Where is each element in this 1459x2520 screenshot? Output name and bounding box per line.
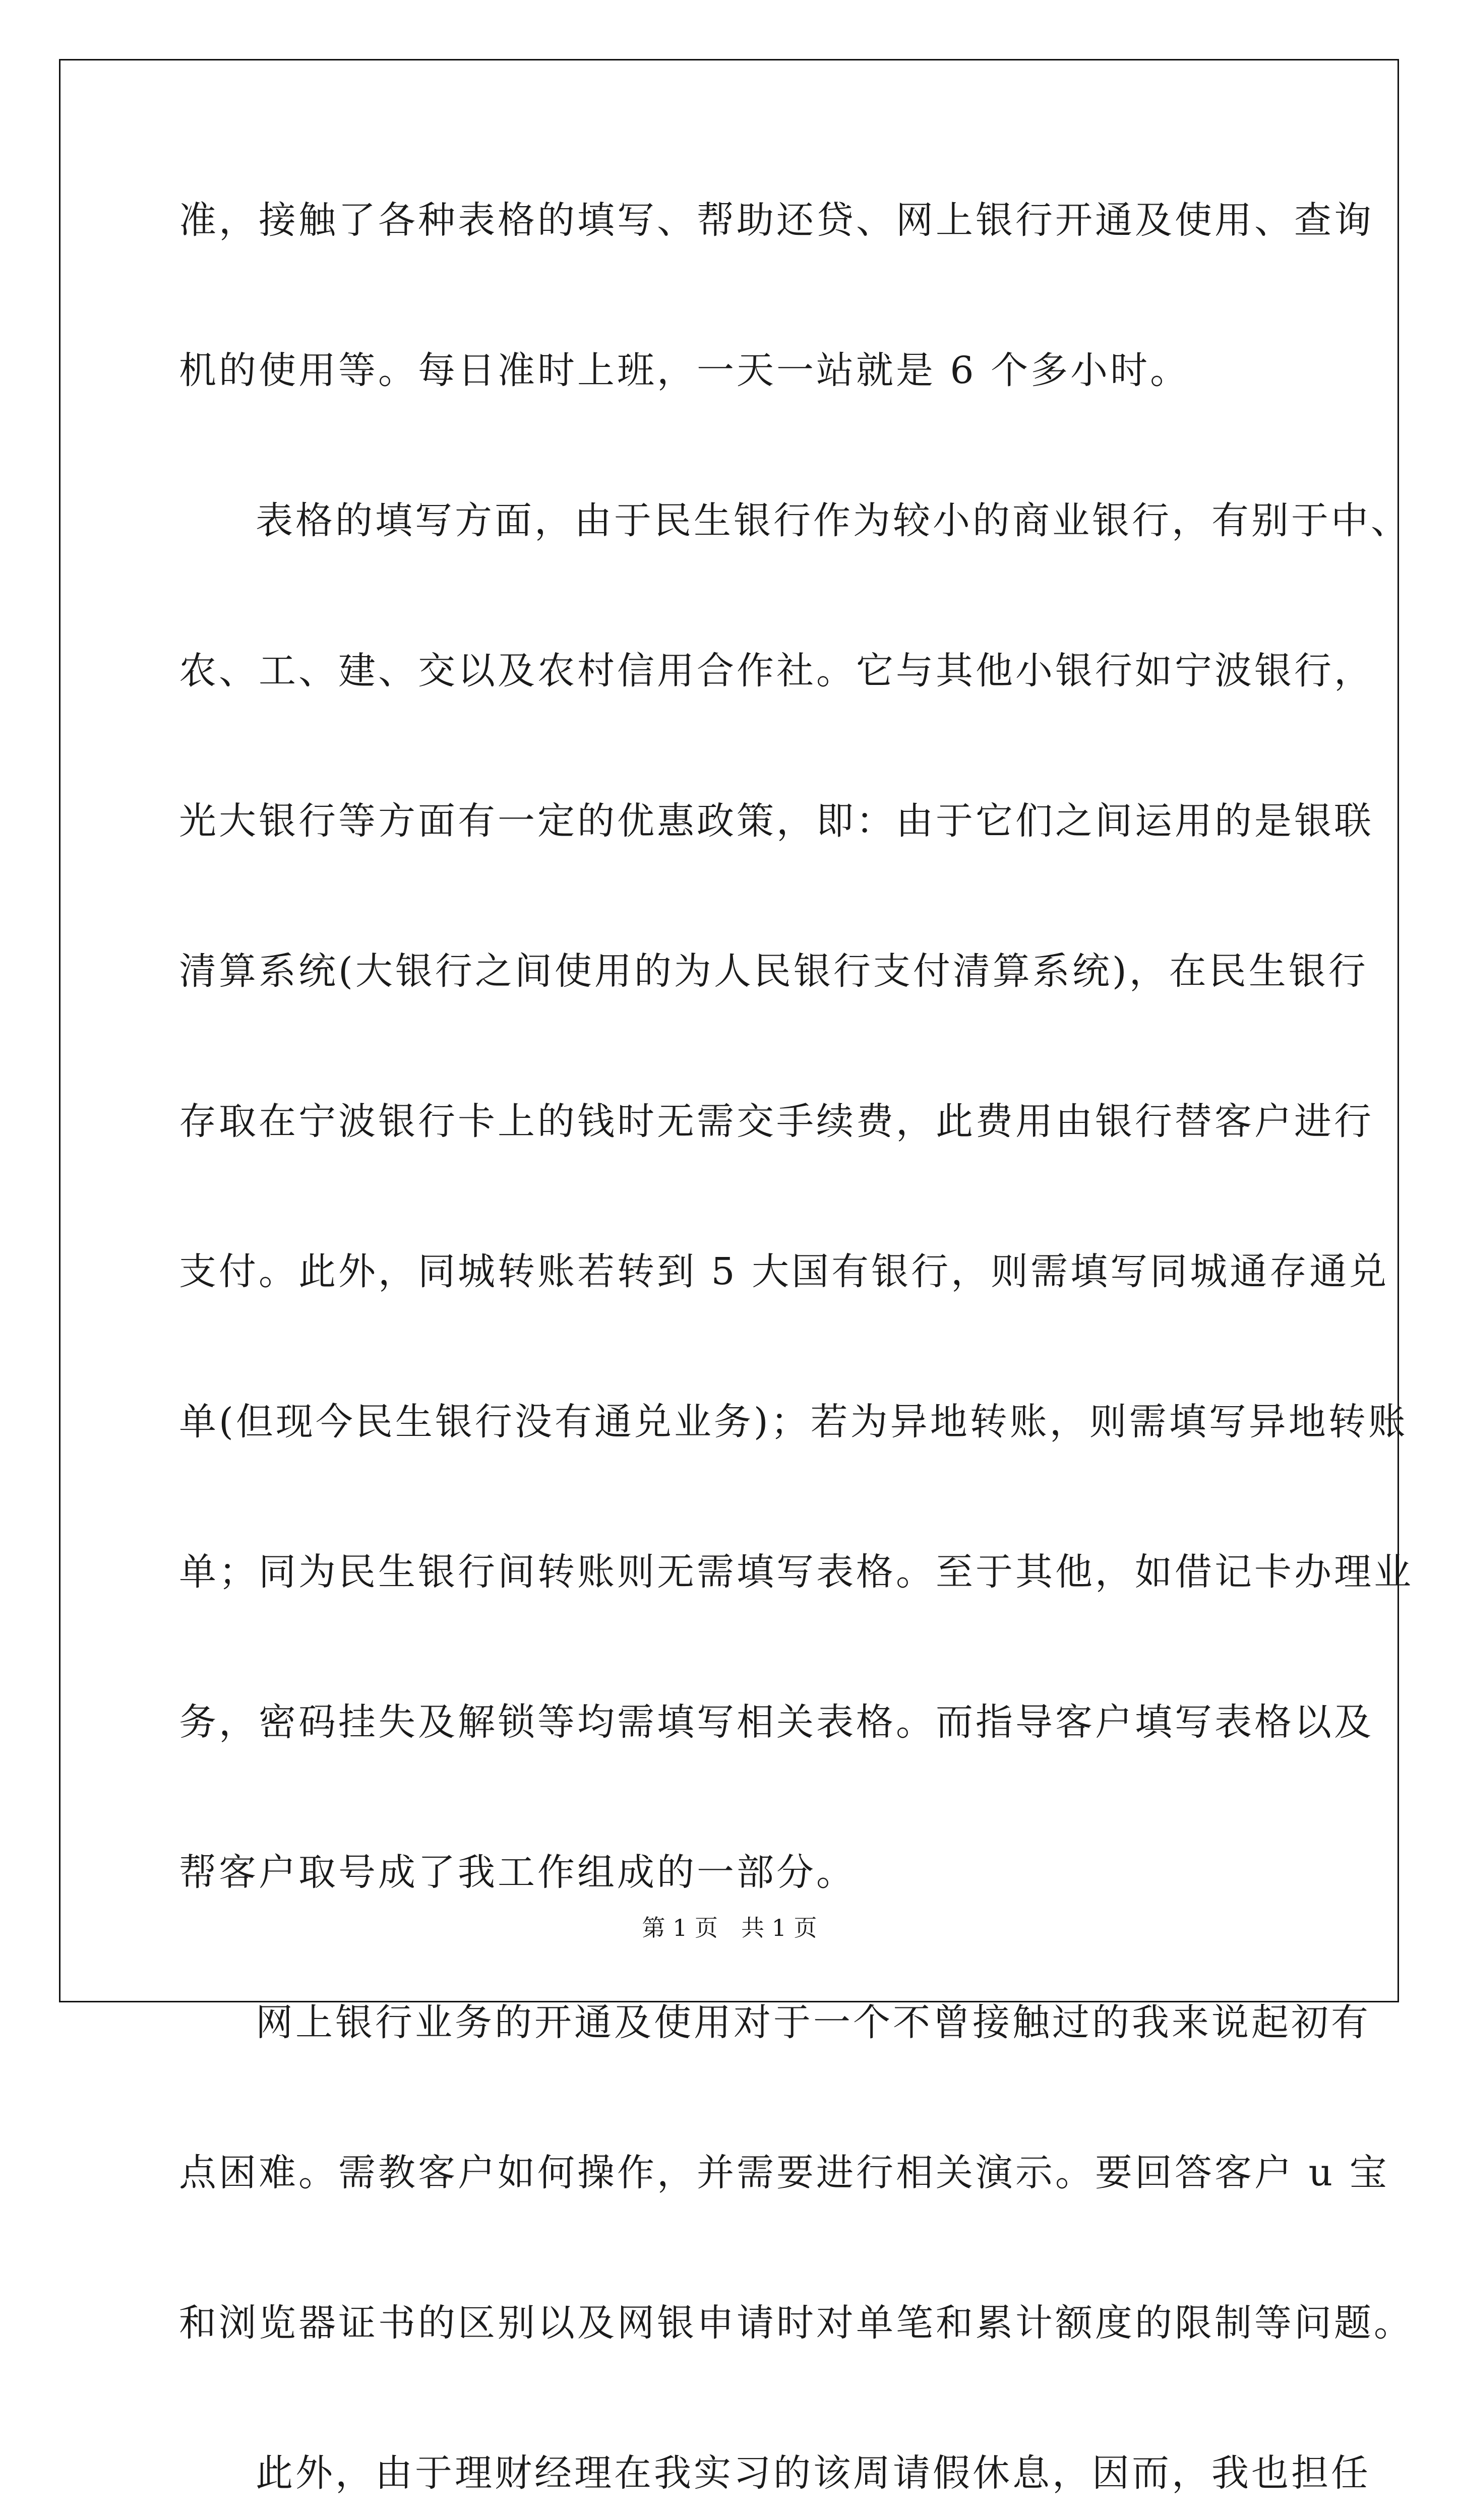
- page-footer: 第 1 页 共 1 页: [642, 1914, 817, 1941]
- text-line: 帮客户取号成了我工作组成的一部分。: [179, 1851, 856, 1894]
- text-line: 存取在宁波银行卡上的钱时无需交手续费，此费用由银行替客户进行: [179, 1100, 1374, 1143]
- text-line: 清算系统(大银行之间使用的为人民银行支付清算系统)，在民生银行: [179, 950, 1368, 993]
- text-line: 点困难。需教客户如何操作，并需要进行相关演示。要回答客户 u 宝: [179, 2151, 1389, 2194]
- text-line: 单；同为民生银行间转账则无需填写表格。至于其他，如借记卡办理业: [179, 1550, 1414, 1594]
- paragraph-start-line: [179, 483, 1411, 634]
- text-line: 农、工、建、交以及农村信用合作社。它与其他小银行如宁波银行，: [179, 649, 1374, 692]
- text-line: 务，密码挂失及解锁等均需填写相关表格。而指导客户填写表格以及: [179, 1700, 1374, 1744]
- text-line: 支付。此外，同城转账若转到 5 大国有银行，则需填写同城通存通兑: [179, 1250, 1389, 1293]
- text-line: 和浏览器证书的区别以及网银申请时对单笔和累计额度的限制等问题。: [179, 2301, 1414, 2345]
- paragraph-start-line: [179, 2436, 1371, 2520]
- text-line: 单(但现今民生银行没有通兑业务)；若为异地转账，则需填写异地转账: [179, 1400, 1408, 1443]
- text-line: 此外，由于理财经理在我实习的该周请假休息，因而，我也担任: [256, 2451, 1371, 2495]
- text-line: 网上银行业务的开通及使用对于一个不曾接触过的我来说起初有: [256, 2001, 1371, 2044]
- text-line: 表格的填写方面，由于民生银行作为较小的商业银行，有别于中、: [256, 499, 1411, 542]
- document-body: [179, 183, 1414, 2520]
- text-line: 光大银行等方面有一定的优惠政策，即：由于它们之间运用的是银联: [179, 799, 1374, 843]
- paragraph-start-line: [179, 1985, 1371, 2135]
- text-line: 准，接触了各种表格的填写、帮助还贷、网上银行开通及使用、查询: [179, 199, 1374, 242]
- text-line: 机的使用等。每日准时上班，一天一站就是 6 个多小时。: [179, 349, 1190, 392]
